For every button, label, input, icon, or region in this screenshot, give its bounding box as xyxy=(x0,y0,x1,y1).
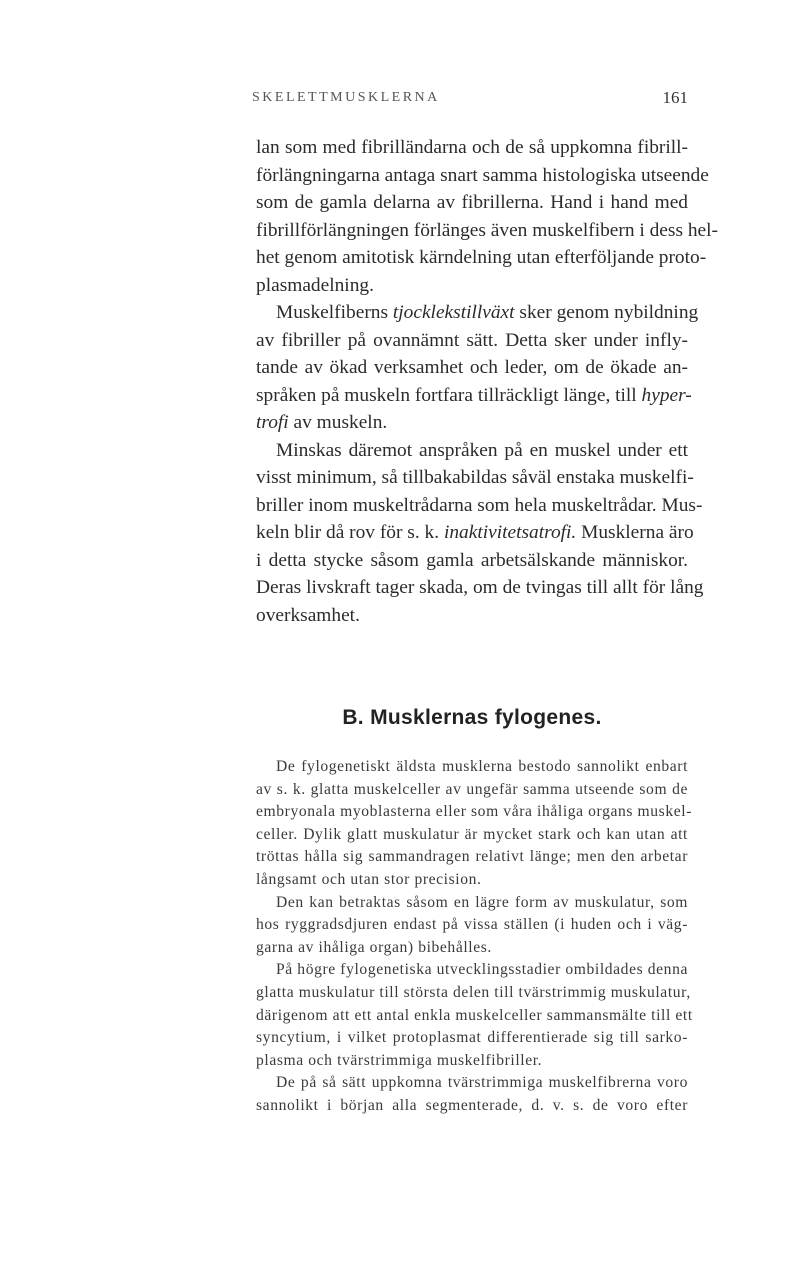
text-line: Den kan betraktas såsom en lägre form av muskulatur, som xyxy=(276,893,688,911)
page-number: 161 xyxy=(662,88,688,107)
text-line: briller inom muskeltrådarna som hela muskeltrådar. Mus- xyxy=(256,494,703,516)
body-text-small xyxy=(256,756,693,1118)
text-line: långsamt och utan stor precision. xyxy=(256,870,482,888)
text-line: celler. Dylik glatt muskulatur är mycket stark och kan utan att xyxy=(256,825,688,843)
running-title: SKELETTMUSKLERNA xyxy=(252,90,440,105)
text-line: De på så sätt uppkomna tvärstrimmiga muskelfibrerna voro xyxy=(276,1074,688,1092)
paragraph-fibrill xyxy=(256,134,719,299)
text-line: plasma och tvärstrimmiga muskelfibriller. xyxy=(256,1051,543,1069)
text-line: trofi av muskeln. xyxy=(256,412,388,433)
text-line: Muskelfiberns tjocklekstillväxt sker genom nybildning xyxy=(276,302,699,323)
text-line: het genom amitotisk kärndelning utan efterföljande proto- xyxy=(256,247,707,268)
text-line: De fylogenetiskt äldsta musklerna bestodo sannolikt enbart xyxy=(276,758,688,775)
text-line: lan som med fibrilländarna och de så uppkomna fibrill- xyxy=(256,137,688,158)
text-line: På högre fylogenetiska utvecklingsstadier ombildades denna xyxy=(276,961,688,979)
text-line: plasmadelning. xyxy=(256,274,374,296)
text-line: embryonala myoblasterna eller som våra ihåliga organs muskel- xyxy=(256,803,692,821)
paragraph-glatta xyxy=(256,756,692,892)
text-line: av s. k. glatta muskelceller av ungefär samma utseende som de xyxy=(256,780,688,798)
text-line: tande av ökad verksamhet och leder, om de ökade an- xyxy=(256,357,688,378)
text-line: i detta stycke såsom gamla arbetsälskande människor. xyxy=(256,549,688,571)
text-line: Deras livskraft tager skada, om de tvingas till allt för lång xyxy=(256,577,704,598)
text-line: språken på muskeln fortfara tillräckligt länge, till hyper- xyxy=(256,384,692,406)
text-line: hos ryggradsdjuren endast på vissa ställen (i huden och i väg- xyxy=(256,916,688,934)
term-inaktivitetsatrofi: inaktivitetsatrofi. xyxy=(443,522,577,543)
paragraph-tjocklek xyxy=(256,299,699,437)
paragraph-minskas xyxy=(256,437,704,630)
paragraph-lagre-form xyxy=(256,892,688,960)
text-line: garna av ihåliga organ) bibehålles. xyxy=(256,938,492,956)
term-hypertrofi: hyper- xyxy=(641,384,692,406)
text-line: overksamhet. xyxy=(256,604,360,626)
text-line: därigenom att ett antal enkla muskelceller sammansmälte till ett xyxy=(256,1006,693,1024)
paragraph-segmenterade xyxy=(256,1072,688,1117)
section-heading: B. Musklernas fylogenes. xyxy=(342,706,602,729)
text-line: förlängningarna antaga snart samma histologiska utseende xyxy=(256,164,709,186)
body-text-main xyxy=(256,134,719,629)
page-header xyxy=(228,88,688,112)
text-line: syncytium, i vilket protoplasmat differentierade sig till sarko- xyxy=(256,1029,688,1047)
text-line: keln blir då rov för s. k. inaktivitetsatrofi. Musklerna äro xyxy=(256,522,694,543)
text-line: fibrillförlängningen förlänges även muskelfibern i dess hel- xyxy=(256,219,719,241)
text-line: sannolikt i början alla segmenterade, d. v. s. de voro efter xyxy=(256,1096,688,1114)
text-line: som de gamla delarna av fibrillerna. Hand i hand med xyxy=(256,192,688,213)
text-line: glatta muskulatur till största delen till tvärstrimmig muskulatur, xyxy=(256,983,691,1001)
term-tjocklekstillvaxt: tjocklekstillväxt xyxy=(392,302,515,323)
text-line: tröttas hålla sig sammandragen relativt länge; men den arbetar xyxy=(256,848,688,866)
text-line: visst minimum, så tillbakabildas såväl enstaka muskelfi- xyxy=(256,467,694,488)
paragraph-hogre xyxy=(256,959,693,1072)
text-line: Minskas däremot anspråken på en muskel under ett xyxy=(276,439,688,461)
text-line: av fibriller på ovannämnt sätt. Detta sker under infly- xyxy=(256,329,688,351)
